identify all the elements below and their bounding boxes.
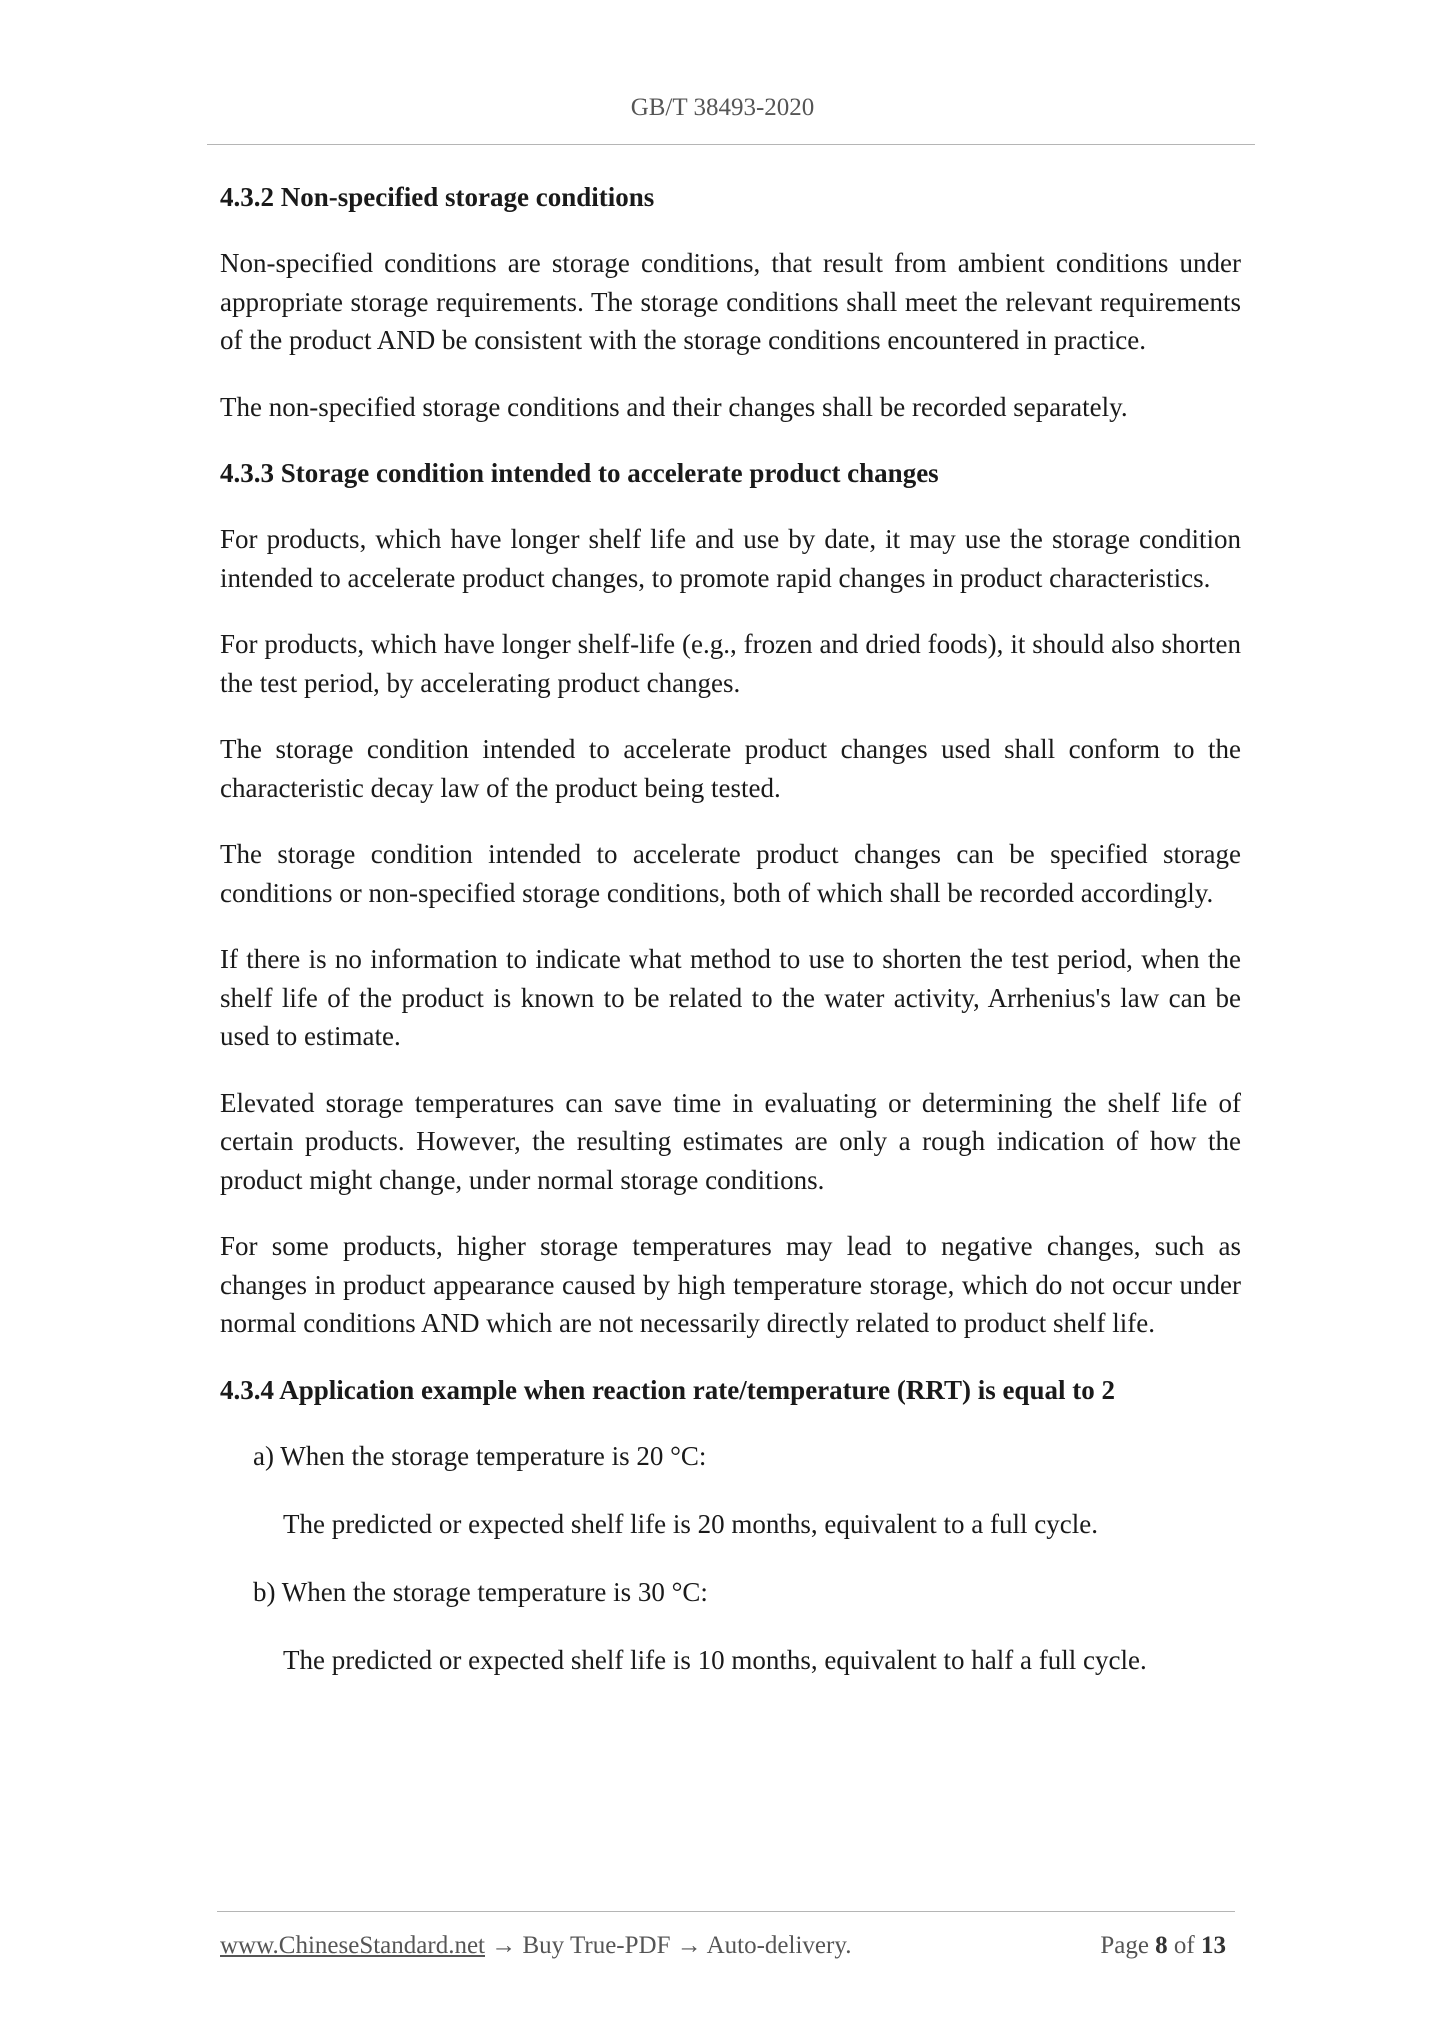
section-4-3-2-paragraph-1: Non-specified conditions are storage conditions, that result from ambient conditions under appropriate storage requirements. The storage conditions shall meet the relevant requirements of the product AND be consistent with the storage conditions encountered in practice. [220, 248, 1241, 355]
page-label: Page [1100, 1932, 1149, 1959]
footer-promo-text: → Buy True-PDF → Auto-delivery. [485, 1932, 852, 1959]
page-number [1100, 1932, 1226, 1960]
header-divider [207, 144, 1255, 145]
list-item-b: b) When the storage temperature is 30 °C: [253, 1576, 708, 1607]
page-content [220, 178, 1241, 1709]
section-4-3-3-paragraph-1: For products, which have longer shelf life and use by date, it may use the storage condition intended to accelerate product changes, to promote rapid changes in product characteristics. [220, 524, 1241, 593]
list-item-a: a) When the storage temperature is 20 °C: [253, 1440, 707, 1471]
section-4-3-3-heading: 4.3.3 Storage condition intended to accelerate product changes [220, 458, 939, 488]
website-link[interactable]: www.ChineseStandard.net [220, 1932, 485, 1959]
section-4-3-3-paragraph-5: If there is no information to indicate what method to use to shorten the test period, when the shelf life of the product is known to be related to the water activity, Arrhenius's law can be used to estimate. [220, 944, 1241, 1051]
document-code-header: GB/T 38493-2020 [630, 94, 815, 121]
section-4-3-3-paragraph-3: The storage condition intended to accelerate product changes used shall conform to the characteristic decay law of the product being tested. [220, 734, 1241, 803]
section-4-3-3-paragraph-2: For products, which have longer shelf-life (e.g., frozen and dried foods), it should also shorten the test period, by accelerating product changes. [220, 629, 1241, 698]
section-4-3-3-paragraph-6: Elevated storage temperatures can save time in evaluating or determining the shelf life of certain products. However, the resulting estimates are only a rough indication of how the product might change, under normal storage conditions. [220, 1087, 1241, 1195]
list-item-a-detail: The predicted or expected shelf life is 20 months, equivalent to a full cycle. [283, 1508, 1098, 1539]
page-current: 8 [1155, 1932, 1168, 1959]
section-4-3-4-heading: 4.3.4 Application example when reaction rate/temperature (RRT) is equal to 2 [220, 1374, 1115, 1405]
section-4-3-3-paragraph-4: The storage condition intended to accelerate product changes can be specified storage conditions or non-specified storage conditions, both of which shall be recorded accordingly. [220, 839, 1241, 908]
page-of-label: of [1173, 1932, 1195, 1959]
list-item-b-detail: The predicted or expected shelf life is 10 months, equivalent to half a full cycle. [283, 1644, 1147, 1675]
section-4-3-2-paragraph-2: The non-specified storage conditions and their changes shall be recorded separately. [220, 391, 1128, 422]
section-4-3-3-paragraph-7: For some products, higher storage temperatures may lead to negative changes, such as changes in product appearance caused by high temperature storage, which do not occur under normal conditions AND which are not necessarily directly related to product shelf life. [220, 1231, 1241, 1338]
footer-promo [220, 1932, 851, 1960]
page-total: 13 [1201, 1932, 1226, 1959]
section-4-3-2-heading: 4.3.2 Non-specified storage conditions [220, 182, 655, 212]
footer-divider [217, 1911, 1235, 1912]
